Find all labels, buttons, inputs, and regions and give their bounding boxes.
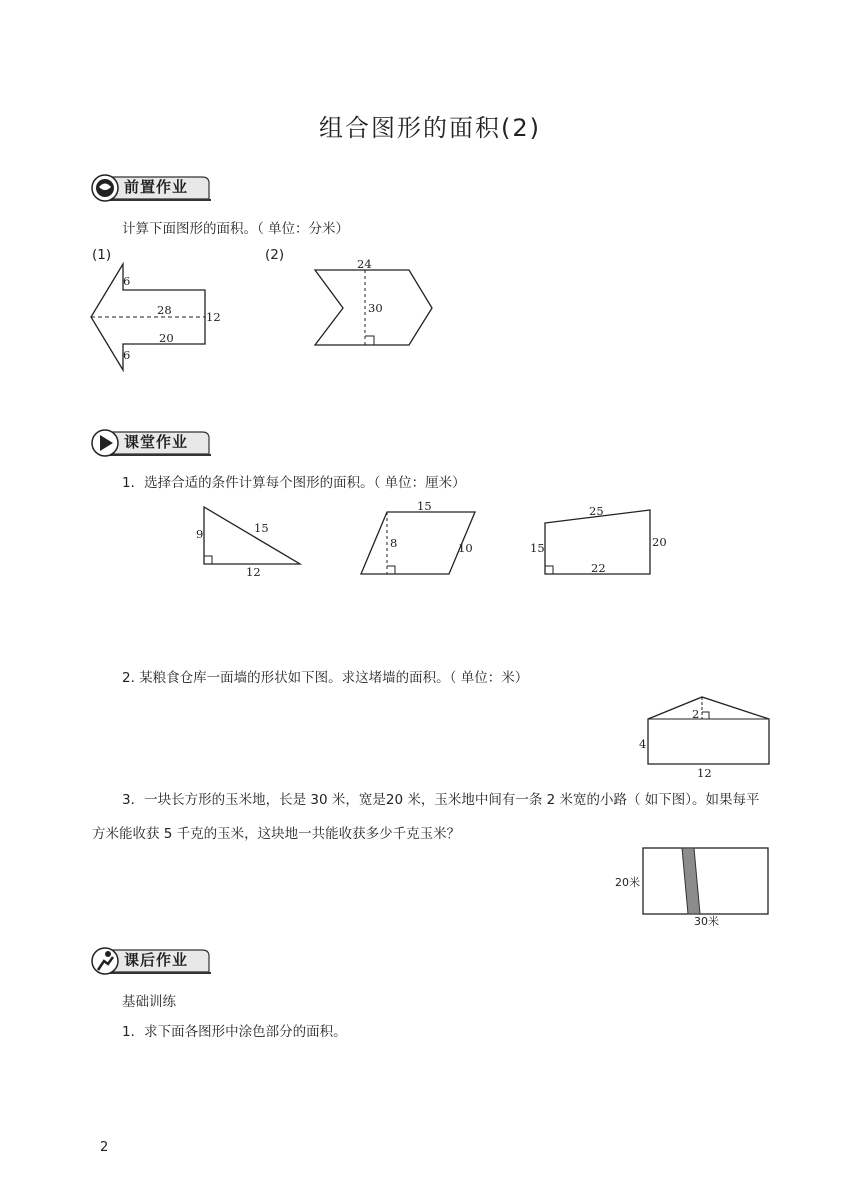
- dim-label: 9: [196, 527, 204, 541]
- dim-label: 12: [697, 766, 712, 780]
- question-1-text: 1．选择合适的条件计算每个图形的面积。（ 单位：厘米）: [122, 475, 466, 491]
- dim-label: 20: [652, 535, 667, 549]
- dim-label: 15: [530, 541, 545, 555]
- dim-label: 15: [417, 499, 432, 513]
- dim-label: 8: [390, 536, 398, 550]
- dim-label: 30米: [694, 915, 719, 928]
- trapezoid-figure: [525, 500, 675, 580]
- after-question-1: 1．求下面各图形中涂色部分的面积。: [122, 1024, 347, 1040]
- page-title: 组合图形的面积(2): [319, 114, 541, 142]
- dim-label: 10: [458, 541, 473, 555]
- section-banner-pre: [90, 173, 212, 203]
- question-3-line-1: 3．一块长方形的玉米地，长是 30 米，宽是20 米，玉米地中间有一条 2 米宽的小路（ 如下图）。如果每平: [122, 792, 760, 808]
- triangle-figure: [190, 500, 310, 580]
- dim-label: 22: [591, 561, 606, 575]
- dim-label: 12: [246, 565, 261, 579]
- section-banner-class: [90, 428, 212, 458]
- question-2-text: 2. 某粮食仓库一面墙的形状如下图。求这堵墙的面积。（ 单位：米）: [122, 670, 529, 686]
- section-label: 课后作业: [124, 951, 189, 969]
- dim-label: 6: [123, 348, 131, 362]
- dim-label: 6: [123, 274, 131, 288]
- figure-label: (2): [265, 247, 285, 263]
- dim-label: 24: [357, 257, 372, 271]
- parallelogram-figure: [355, 500, 485, 580]
- dim-label: 20: [159, 331, 174, 345]
- figure-label: (1): [92, 247, 112, 263]
- dim-label: 25: [589, 504, 604, 518]
- cornfield-figure: [612, 842, 777, 930]
- question-3-line-2: 方米能收获 5 千克的玉米，这块地一共能收获多少千克玉米？: [92, 826, 461, 842]
- dim-label: 30: [368, 301, 383, 315]
- dim-label: 2: [692, 707, 700, 721]
- dim-label: 15: [254, 521, 269, 535]
- pre-instruction: 计算下面图形的面积。（ 单位：分米）: [122, 221, 350, 237]
- section-banner-after: [90, 946, 212, 976]
- section-label: 前置作业: [124, 178, 189, 196]
- page-number: 2: [100, 1140, 109, 1155]
- dim-label: 20米: [615, 876, 640, 889]
- arrow-figure: [85, 258, 235, 373]
- wall-figure: [635, 692, 780, 782]
- after-subtitle: 基础训练: [122, 994, 176, 1010]
- chevron-figure: [305, 256, 445, 351]
- dim-label: 4: [639, 737, 647, 751]
- dim-label: 28: [157, 303, 172, 317]
- dim-label: 12: [206, 310, 221, 324]
- section-label: 课堂作业: [124, 433, 189, 451]
